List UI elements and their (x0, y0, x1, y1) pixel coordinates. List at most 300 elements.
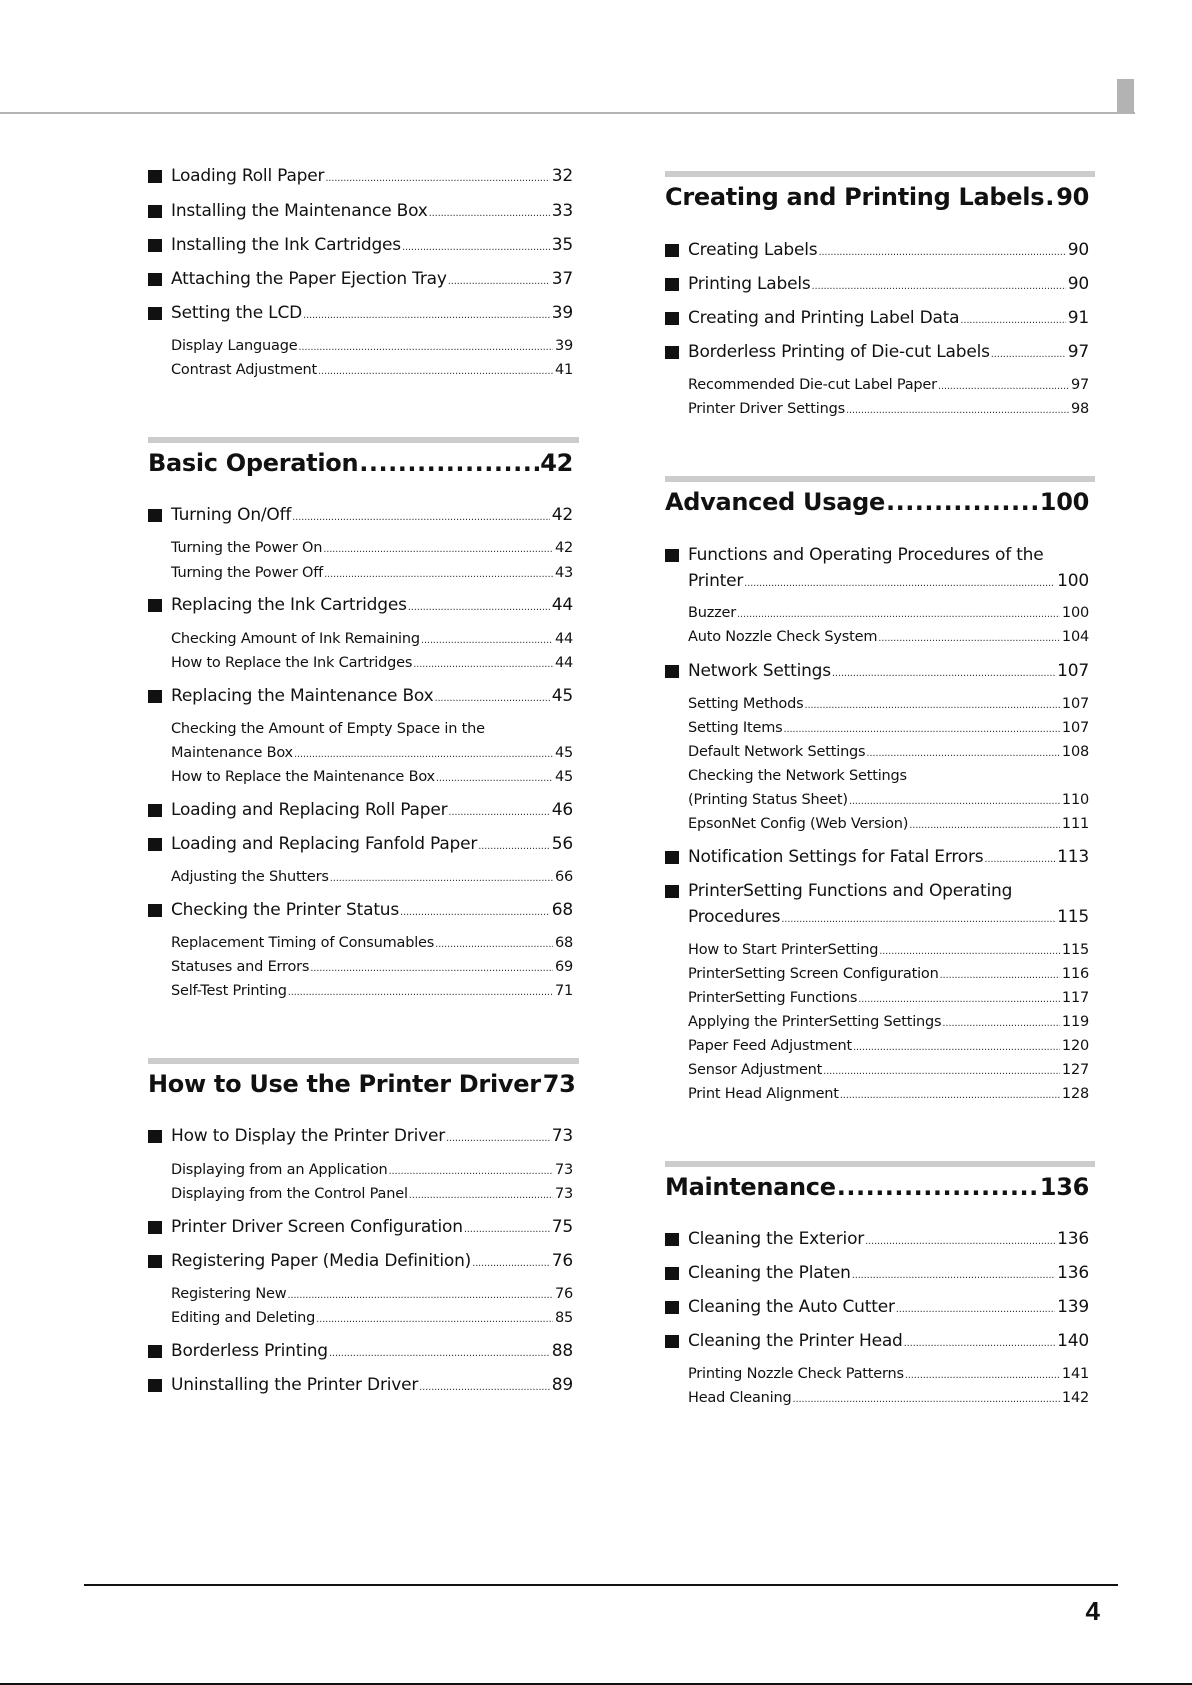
toc-entry-title: Registering Paper (Media Definition) (171, 1251, 472, 1271)
toc-entry-page: 42 (551, 505, 573, 525)
toc-entry-page: 115 (1061, 942, 1089, 958)
toc-entry-title: Printer (688, 571, 744, 591)
toc-entry-page: 44 (554, 631, 573, 647)
dot-leader (329, 1343, 550, 1365)
dot-leader (904, 1333, 1055, 1355)
page-number: 4 (1085, 1596, 1100, 1626)
toc-entry[interactable] (148, 1374, 573, 1399)
toc-entry-title: How to Replace the Maintenance Box (171, 769, 435, 785)
toc-subentry[interactable] (171, 981, 573, 1003)
toc-entry-title: Statuses and Errors (171, 959, 310, 975)
dot-leader (866, 744, 1060, 764)
dot-leader (840, 1086, 1060, 1106)
toc-entry-page: 104 (1061, 629, 1089, 645)
square-bullet-icon (148, 904, 162, 917)
toc-entry-title: Printing Nozzle Check Patterns (688, 1366, 904, 1382)
toc-entry[interactable] (665, 1330, 1089, 1355)
dot-leader (846, 401, 1069, 421)
dot-leader (324, 565, 553, 585)
dot-leader (879, 942, 1060, 962)
square-bullet-icon (148, 509, 162, 522)
section-heading-basic-operation[interactable] (148, 448, 573, 478)
toc-entry-page: 56 (551, 834, 573, 854)
toc-entry[interactable] (148, 302, 573, 327)
square-bullet-icon (665, 549, 679, 562)
dot-leader (298, 338, 553, 358)
square-bullet-icon (665, 885, 679, 898)
dot-leader (310, 959, 553, 979)
toc-entry-page: 89 (551, 1375, 573, 1395)
toc-subentry[interactable] (171, 933, 573, 955)
dot-leader (421, 631, 553, 651)
section-title: How to Use the Printer Driver (148, 1070, 541, 1098)
square-bullet-icon (148, 273, 162, 286)
toc-subentry[interactable] (688, 814, 1089, 836)
toc-subentry[interactable] (171, 1308, 573, 1330)
toc-entry-page: 141 (1061, 1366, 1089, 1382)
toc-entry-page: 73 (554, 1162, 573, 1178)
toc-entry-page: 100 (1061, 605, 1089, 621)
toc-entry-title: Uninstalling the Printer Driver (171, 1375, 419, 1395)
toc-entry-title: PrinterSetting Functions and Operating (688, 881, 1013, 901)
toc-entry-title: Maintenance Box (171, 745, 293, 761)
dot-leader (389, 1162, 553, 1182)
toc-entry-title: Installing the Ink Cartridges (171, 235, 401, 255)
toc-entry-page: 39 (554, 338, 573, 354)
dot-leader (478, 836, 550, 858)
dot-leader (865, 1231, 1055, 1253)
toc-entry[interactable] (148, 1250, 573, 1275)
toc-entry-title: Checking the Network Settings (688, 768, 907, 784)
toc-subentry[interactable] (171, 1160, 573, 1182)
toc-entry[interactable] (148, 799, 573, 824)
toc-entry[interactable] (148, 1340, 573, 1365)
toc-subentry[interactable] (688, 694, 1089, 716)
dot-leader (323, 540, 553, 560)
toc-entry-page: 75 (551, 1217, 573, 1237)
toc-entry-page: 73 (554, 1186, 573, 1202)
toc-entry-title: Checking the Printer Status (171, 900, 400, 920)
toc-subentry[interactable] (688, 627, 1089, 649)
dot-leader (853, 1038, 1060, 1058)
dot-leader (435, 935, 553, 955)
toc-entry[interactable] (148, 234, 573, 259)
toc-subentry[interactable] (688, 1036, 1089, 1058)
toc-entry[interactable] (665, 1228, 1089, 1253)
toc-entry[interactable] (665, 239, 1089, 264)
dot-leader (359, 448, 539, 478)
dot-leader (960, 310, 1065, 332)
toc-entry-page: 44 (554, 655, 573, 671)
toc-subentry[interactable] (688, 1060, 1089, 1082)
toc-subentry[interactable] (688, 766, 1089, 786)
toc-entry-page: 33 (551, 201, 573, 221)
toc-entry-title: Editing and Deleting (171, 1310, 316, 1326)
square-bullet-icon (665, 665, 679, 678)
toc-entry-title: Displaying from an Application (171, 1162, 388, 1178)
dot-leader (852, 1265, 1055, 1287)
toc-entry[interactable] (665, 341, 1089, 366)
dot-leader (832, 663, 1055, 685)
toc-entry-title: Head Cleaning (688, 1390, 792, 1406)
toc-subentry[interactable] (171, 719, 573, 739)
toc-entry-title: Creating and Printing Label Data (688, 308, 960, 328)
toc-entry-page: 91 (1067, 308, 1089, 328)
dot-leader (294, 745, 553, 765)
dot-leader (823, 1062, 1060, 1082)
toc-entry-title: Cleaning the Exterior (688, 1229, 865, 1249)
toc-entry[interactable] (148, 833, 573, 858)
toc-entry-page: 116 (1061, 966, 1089, 982)
toc-entry[interactable] (148, 268, 573, 293)
dot-leader (330, 869, 553, 889)
toc-subentry[interactable] (688, 988, 1089, 1010)
toc-entry[interactable] (148, 1216, 573, 1241)
toc-subentry[interactable] (688, 1084, 1089, 1106)
toc-entry-title: How to Start PrinterSetting (688, 942, 879, 958)
square-bullet-icon (148, 838, 162, 851)
toc-entry-page: 115 (1057, 907, 1089, 927)
toc-entry-title: Self-Test Printing (171, 983, 287, 999)
toc-entry-title: Creating Labels (688, 240, 818, 260)
section-page: 100 (1039, 488, 1089, 516)
toc-entry-page: 113 (1057, 847, 1089, 867)
toc-entry-title: Turning On/Off (171, 505, 292, 525)
dot-leader (942, 1014, 1060, 1034)
dot-leader (472, 1253, 550, 1275)
toc-entry-page: 108 (1061, 744, 1089, 760)
toc-entry-page: 37 (551, 269, 573, 289)
toc-entry-page: 41 (554, 362, 573, 378)
toc-entry-title: Cleaning the Printer Head (688, 1331, 903, 1351)
toc-entry-title: Adjusting the Shutters (171, 869, 329, 885)
toc-entry-title: EpsonNet Config (Web Version) (688, 816, 909, 832)
toc-subentry[interactable] (688, 1388, 1089, 1410)
toc-entry-title: PrinterSetting Screen Configuration (688, 966, 939, 982)
toc-entry[interactable] (665, 880, 1089, 902)
toc-subentry[interactable] (171, 1184, 573, 1206)
dot-leader (1045, 182, 1055, 212)
toc-subentry[interactable] (688, 742, 1089, 764)
toc-entry[interactable] (665, 846, 1089, 871)
toc-subentry[interactable] (171, 360, 573, 382)
toc-entry-title: Printer Driver Settings (688, 401, 845, 417)
dot-leader (849, 792, 1060, 812)
toc-entry-title: Borderless Printing (171, 1341, 328, 1361)
section-page: 42 (540, 449, 573, 477)
toc-entry[interactable] (665, 307, 1089, 332)
toc-entry-title: Turning the Power Off (171, 565, 324, 581)
toc-entry[interactable] (665, 544, 1089, 566)
toc-subentry[interactable] (171, 336, 573, 358)
toc-entry-title: Checking the Amount of Empty Space in the (171, 721, 485, 737)
dot-leader (984, 849, 1055, 871)
dot-leader (804, 696, 1059, 716)
toc-entry-page: 107 (1061, 720, 1089, 736)
toc-entry-page: 45 (554, 769, 573, 785)
toc-entry-title: Setting the LCD (171, 303, 303, 323)
square-bullet-icon (665, 312, 679, 325)
toc-entry-page: 69 (554, 959, 573, 975)
section-bar (148, 437, 579, 443)
dot-leader (288, 983, 553, 1003)
dot-leader (781, 909, 1055, 931)
dot-leader (303, 305, 550, 327)
toc-entry-title: How to Replace the Ink Cartridges (171, 655, 413, 671)
toc-entry-page: 46 (551, 800, 573, 820)
toc-entry-page: 107 (1061, 696, 1089, 712)
section-title: Basic Operation (148, 449, 359, 477)
toc-entry-title: Replacement Timing of Consumables (171, 935, 435, 951)
section-heading-advanced-usage[interactable] (665, 487, 1089, 517)
dot-leader (318, 362, 553, 382)
dot-leader (292, 507, 550, 529)
toc-entry-title: Checking Amount of Ink Remaining (171, 631, 420, 647)
square-bullet-icon (148, 690, 162, 703)
toc-entry-title: Recommended Die-cut Label Paper (688, 377, 937, 393)
dot-leader (737, 605, 1060, 625)
toc-subentry[interactable] (688, 399, 1089, 421)
toc-subentry[interactable] (688, 603, 1089, 625)
toc-subentry[interactable] (688, 718, 1089, 740)
toc-entry-page: 68 (554, 935, 573, 951)
dot-leader (325, 168, 549, 190)
dot-leader (316, 1310, 553, 1330)
square-bullet-icon (148, 170, 162, 183)
section-heading-labels[interactable] (665, 182, 1089, 212)
square-bullet-icon (665, 1233, 679, 1246)
toc-entry-title: Registering New (171, 1286, 287, 1302)
section-bar (665, 1161, 1095, 1167)
dot-leader (434, 688, 549, 710)
section-bar (665, 171, 1095, 177)
toc-entry-page: 110 (1061, 792, 1089, 808)
toc-entry[interactable] (665, 1262, 1089, 1287)
header-rule (0, 112, 1135, 114)
toc-entry-title: Cleaning the Platen (688, 1263, 851, 1283)
toc-entry[interactable] (148, 504, 573, 529)
square-bullet-icon (665, 1301, 679, 1314)
toc-entry-page: 107 (1057, 661, 1089, 681)
toc-entry-page: 68 (551, 900, 573, 920)
toc-entry-page: 44 (551, 595, 573, 615)
square-bullet-icon (148, 307, 162, 320)
dot-leader (896, 1299, 1055, 1321)
dot-leader (402, 237, 550, 259)
toc-subentry[interactable] (171, 563, 573, 585)
dot-leader (909, 816, 1060, 836)
square-bullet-icon (148, 1379, 162, 1392)
toc-entry-title: Printer Driver Screen Configuration (171, 1217, 463, 1237)
toc-entry-page: 45 (554, 745, 573, 761)
toc-entry-title: Installing the Maintenance Box (171, 201, 428, 221)
toc-entry[interactable] (148, 165, 573, 190)
toc-entry-title: Paper Feed Adjustment (688, 1038, 852, 1054)
dot-leader (400, 902, 550, 924)
square-bullet-icon (665, 346, 679, 359)
section-heading-maintenance[interactable] (665, 1172, 1089, 1202)
toc-entry-title: Attaching the Paper Ejection Tray (171, 269, 447, 289)
toc-entry-page: 76 (554, 1286, 573, 1302)
dot-leader (436, 769, 553, 789)
section-page: 90 (1056, 183, 1089, 211)
dot-leader (419, 1377, 550, 1399)
toc-entry[interactable] (148, 899, 573, 924)
toc-entry-title: Sensor Adjustment (688, 1062, 823, 1078)
dot-leader (938, 377, 1069, 397)
toc-subentry[interactable] (688, 375, 1089, 397)
toc-entry-page: 90 (1067, 240, 1089, 260)
toc-entry-page: 90 (1067, 274, 1089, 294)
dot-leader (448, 802, 549, 824)
toc-entry-title: Loading and Replacing Fanfold Paper (171, 834, 478, 854)
toc-entry-page: 97 (1070, 377, 1089, 393)
toc-entry-title: PrinterSetting Functions (688, 990, 858, 1006)
toc-entry[interactable] (148, 685, 573, 710)
dot-leader (886, 487, 1039, 517)
toc-subentry-continuation[interactable] (171, 743, 573, 765)
toc-entry-page: 76 (551, 1251, 573, 1271)
toc-entry-page: 117 (1061, 990, 1089, 1006)
toc-entry-title: Cleaning the Auto Cutter (688, 1297, 895, 1317)
dot-leader (837, 1172, 1039, 1202)
toc-entry-page: 111 (1061, 816, 1089, 832)
toc-entry-title: Loading and Replacing Roll Paper (171, 800, 448, 820)
header-tab-marker (1117, 79, 1134, 114)
dot-leader (991, 344, 1066, 366)
toc-entry-title: Contrast Adjustment (171, 362, 318, 378)
square-bullet-icon (148, 1221, 162, 1234)
toc-subentry[interactable] (171, 957, 573, 979)
toc-subentry[interactable] (171, 1284, 573, 1306)
toc-entry-page: 39 (551, 303, 573, 323)
toc-subentry[interactable] (688, 1364, 1089, 1386)
toc-entry[interactable] (665, 660, 1089, 685)
toc-entry-page: 32 (551, 166, 573, 186)
toc-entry-title: Applying the PrinterSetting Settings (688, 1014, 942, 1030)
dot-leader (858, 990, 1060, 1010)
dot-leader (784, 720, 1060, 740)
toc-entry-title: Default Network Settings (688, 744, 866, 760)
toc-entry-page: 45 (551, 686, 573, 706)
toc-entry-title: (Printing Status Sheet) (688, 792, 848, 808)
toc-entry-title: Turning the Power On (171, 540, 323, 556)
dot-leader (905, 1366, 1060, 1386)
toc-entry-title: How to Display the Printer Driver (171, 1126, 445, 1146)
toc-entry-title: Print Head Alignment (688, 1086, 839, 1102)
dot-leader (448, 271, 550, 293)
section-page: 73 (542, 1070, 576, 1098)
square-bullet-icon (148, 1345, 162, 1358)
dot-leader (408, 597, 550, 619)
toc-subentry[interactable] (688, 940, 1089, 962)
toc-entry[interactable] (665, 1296, 1089, 1321)
dot-leader (409, 1186, 553, 1206)
toc-subentry[interactable] (688, 1012, 1089, 1034)
toc-entry-page: 142 (1061, 1390, 1089, 1406)
dot-leader (818, 242, 1065, 264)
section-title: Advanced Usage (665, 488, 885, 516)
toc-entry-page: 127 (1061, 1062, 1089, 1078)
toc-entry-page: 43 (554, 565, 573, 581)
toc-entry-page: 42 (554, 540, 573, 556)
toc-subentry[interactable] (171, 653, 573, 675)
toc-entry-page: 139 (1057, 1297, 1089, 1317)
dot-leader (793, 1390, 1060, 1410)
toc-subentry[interactable] (171, 767, 573, 789)
square-bullet-icon (665, 244, 679, 257)
dot-leader (464, 1219, 550, 1241)
toc-subentry-continuation[interactable] (688, 790, 1089, 812)
section-page: 136 (1039, 1173, 1089, 1201)
toc-entry-title: Auto Nozzle Check System (688, 629, 878, 645)
section-title: Creating and Printing Labels (665, 183, 1045, 211)
toc-subentry[interactable] (171, 629, 573, 651)
section-bar (148, 1058, 579, 1064)
toc-entry-title: Setting Items (688, 720, 783, 736)
toc-entry-title: Displaying from the Control Panel (171, 1186, 408, 1202)
square-bullet-icon (148, 1130, 162, 1143)
toc-subentry[interactable] (688, 964, 1089, 986)
dot-leader (940, 966, 1060, 986)
square-bullet-icon (148, 804, 162, 817)
toc-entry-title: Setting Methods (688, 696, 804, 712)
toc-entry-page: 128 (1061, 1086, 1089, 1102)
square-bullet-icon (665, 1267, 679, 1280)
toc-entry-title: Printing Labels (688, 274, 811, 294)
dot-leader (287, 1286, 553, 1306)
toc-entry-page: 98 (1070, 401, 1089, 417)
toc-entry-page: 100 (1057, 571, 1089, 591)
square-bullet-icon (665, 851, 679, 864)
toc-entry-title: Display Language (171, 338, 298, 354)
toc-entry-page: 71 (554, 983, 573, 999)
dot-leader (429, 203, 550, 225)
toc-entry[interactable] (148, 594, 573, 619)
toc-entry-page: 88 (551, 1341, 573, 1361)
toc-entry-title: Notification Settings for Fatal Errors (688, 847, 984, 867)
dot-leader (413, 655, 553, 675)
toc-entry-page: 66 (554, 869, 573, 885)
toc-entry-page: 120 (1061, 1038, 1089, 1054)
toc-entry-page: 85 (554, 1310, 573, 1326)
toc-entry[interactable] (665, 273, 1089, 298)
toc-entry-title: Replacing the Ink Cartridges (171, 595, 407, 615)
dot-leader (878, 629, 1060, 649)
section-title: Maintenance (665, 1173, 836, 1201)
toc-entry[interactable] (148, 1125, 573, 1150)
toc-entry-continuation[interactable] (665, 570, 1089, 595)
toc-subentry[interactable] (171, 867, 573, 889)
toc-entry-page: 136 (1057, 1263, 1089, 1283)
toc-entry-title: Borderless Printing of Die-cut Labels (688, 342, 990, 362)
toc-entry-title: Loading Roll Paper (171, 166, 325, 186)
toc-subentry[interactable] (171, 538, 573, 560)
toc-entry[interactable] (148, 200, 573, 225)
toc-entry-page: 140 (1057, 1331, 1089, 1351)
footer-rule (84, 1584, 1118, 1586)
square-bullet-icon (148, 599, 162, 612)
square-bullet-icon (665, 1335, 679, 1348)
toc-entry-continuation[interactable] (665, 906, 1089, 931)
toc-entry-title: Buzzer (688, 605, 737, 621)
square-bullet-icon (665, 278, 679, 291)
dot-leader (812, 276, 1066, 298)
square-bullet-icon (148, 239, 162, 252)
square-bullet-icon (148, 205, 162, 218)
section-heading-printer-driver[interactable] (148, 1069, 576, 1099)
toc-entry-title: Functions and Operating Procedures of the (688, 545, 1044, 565)
